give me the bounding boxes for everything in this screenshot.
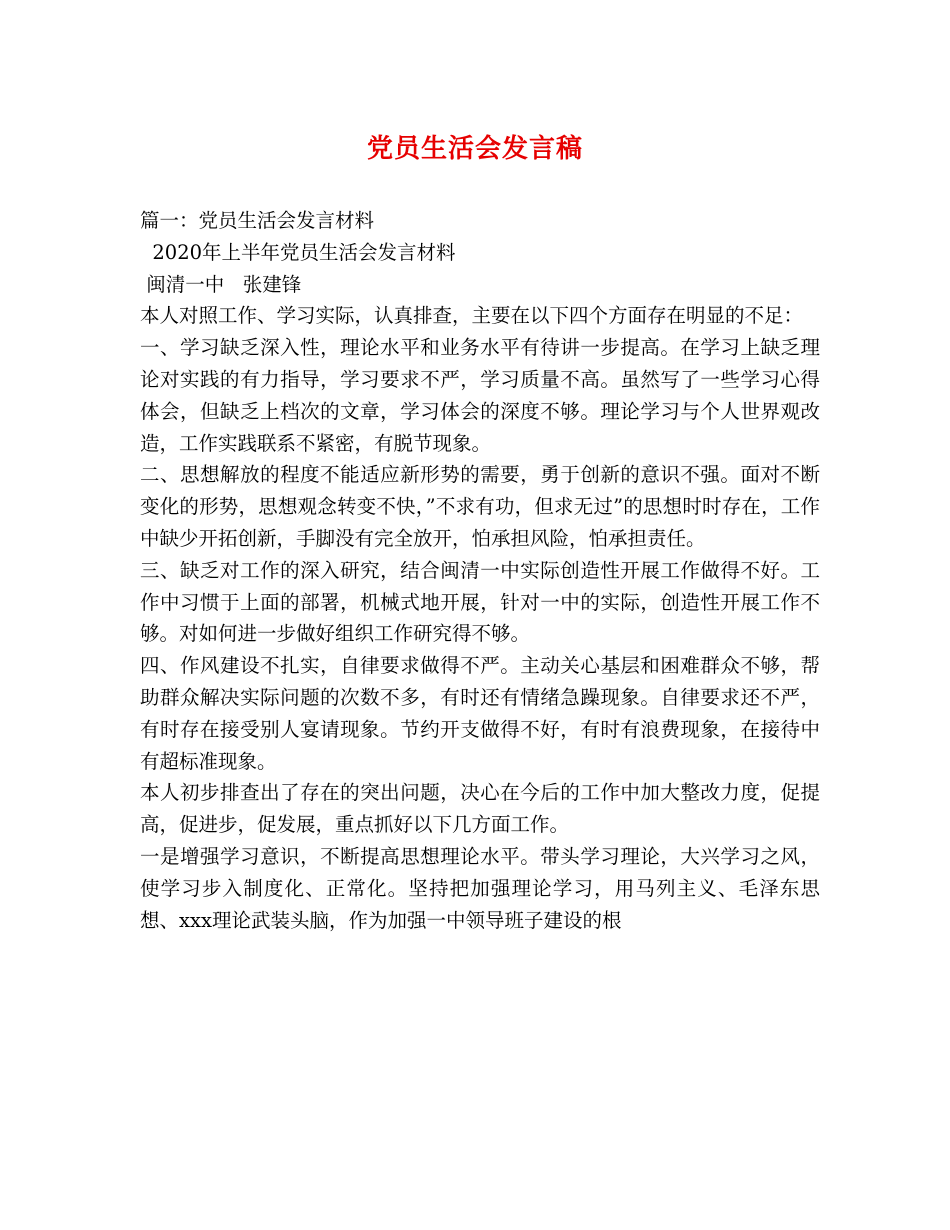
paragraph-point-2: 二、思想解放的程度不能适应新形势的需要，勇于创新的意识不强。面对不断变化的形势，思想观念转变不快，”不求有功，但求无过”的思想时时存在，工作中缺少开拓创新，手脚没有完全放开，怕承担风险，怕承担责任。: [140, 463, 820, 550]
paragraph-measure-1: 一是增强学习意识，不断提高思想理论水平。带头学习理论，大兴学习之风，使学习步入制度化、正常化。坚持把加强理论学习，用马列主义、毛泽东思想、xxx理论武装头脑，作为加强一中领导班子建设的根: [140, 844, 820, 932]
document-body: [140, 205, 820, 936]
section-heading: 篇一：党员生活会发言材料: [140, 209, 375, 232]
paragraph-point-4: 四、作风建设不扎实，自律要求做得不严。主动关心基层和困难群众不够，帮助群众解决实际问题的次数不多，有时还有情绪急躁现象。自律要求还不严，有时存在接受别人宴请现象。节约开支做得不好，有时有浪费现象，在接待中有超标准现象。: [140, 654, 820, 773]
paragraph-intro: 本人对照工作、学习实际，认真排查，主要在以下四个方面存在明显的不足：: [140, 304, 804, 328]
author-line: 闽清一中 张建锋: [140, 272, 302, 296]
document-title: 党员生活会发言稿: [366, 134, 583, 164]
paragraph-point-3: 三、缺乏对工作的深入研究，结合闽清一中实际创造性开展工作做得不好。工作中习惯于上面的部署，机械式地开展，针对一中的实际，创造性开展工作不够。对如何进一步做好组织工作研究得不够。: [140, 558, 820, 646]
paragraph-point-1: 一、学习缺乏深入性，理论水平和业务水平有待讲一步提高。在学习上缺乏理论对实践的有力指导，学习要求不严，学习质量不高。虽然写了一些学习心得体会，但缺乏上档次的文章，学习体会的深度不够。理论学习与个人世界观改造，工作实践联系不紧密，有脱节现象。: [140, 336, 820, 455]
subtitle: 2020年上半年党员生活会发言材料: [140, 240, 456, 264]
paragraph-resolution: 本人初步排查出了存在的突出问题，决心在今后的工作中加大整改力度，促提高，促进步，促发展，重点抓好以下几方面工作。: [140, 781, 820, 837]
